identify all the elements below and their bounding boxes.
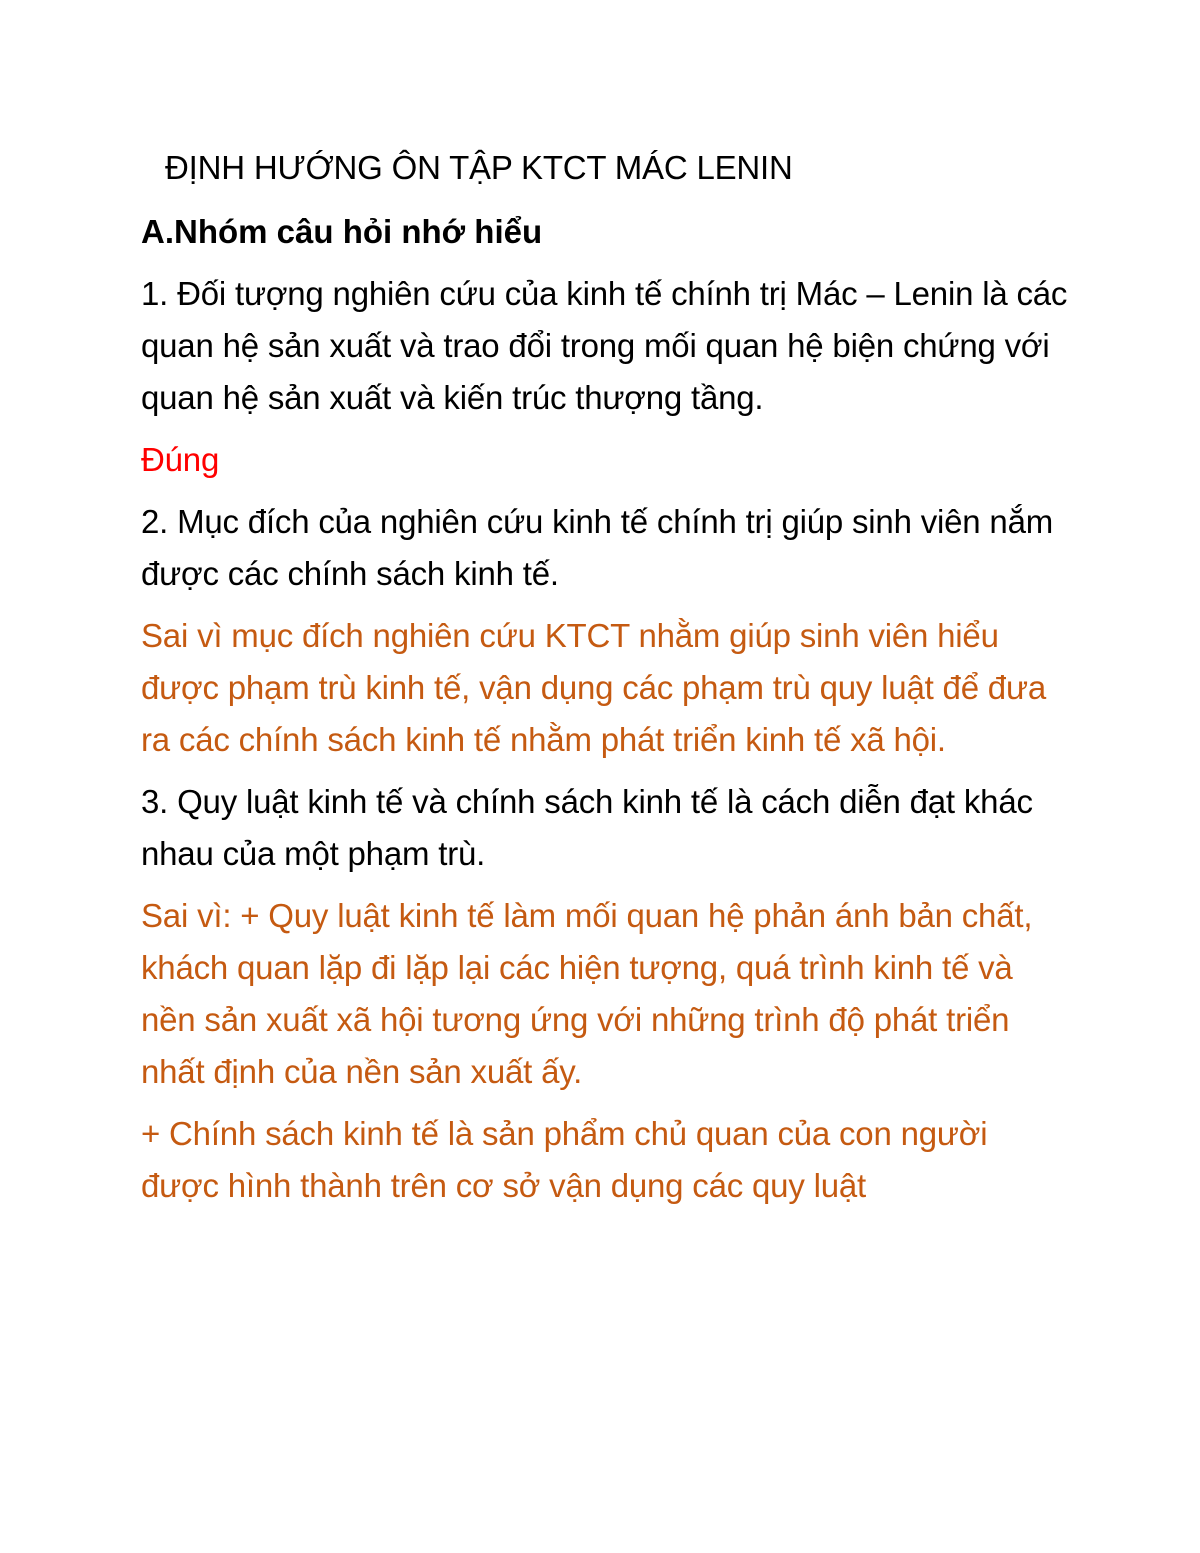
answer-3: Sai vì: + Quy luật kinh tế làm mối quan hệ phản ánh bản chất, khách quan lặp đi lặp lại các hiện tượng, quá trình kinh tế và nền sản xuất xã hội tương ứng với những trình độ phát triển nhất định của nền sản xuất ấy.	[141, 897, 1033, 1090]
question-3: 3. Quy luật kinh tế và chính sách kinh tế là cách diễn đạt khác nhau của một phạm trù.	[141, 783, 1033, 872]
question-2: 2. Mục đích của nghiên cứu kinh tế chính trị giúp sinh viên nắm được các chính sách kinh tế.	[141, 503, 1054, 592]
document-content	[141, 142, 1071, 1222]
answer-2: Sai vì mục đích nghiên cứu KTCT nhằm giúp sinh viên hiểu được phạm trù kinh tế, vận dụng các phạm trù quy luật để đưa ra các chính sách kinh tế nhằm phát triển kinh tế xã hội.	[141, 617, 1047, 758]
answer-1: Đúng	[141, 441, 220, 478]
document-title: ĐỊNH HƯỚNG ÔN TẬP KTCT MÁC LENIN	[165, 149, 793, 186]
question-1: 1. Đối tượng nghiên cứu của kinh tế chính trị Mác – Lenin là các quan hệ sản xuất và trao đổi trong mối quan hệ biện chứng với quan hệ sản xuất và kiến trúc thượng tầng.	[141, 275, 1068, 416]
answer-3-continued: + Chính sách kinh tế là sản phẩm chủ quan của con người được hình thành trên cơ sở vận dụng các quy luật	[141, 1115, 988, 1204]
section-heading: A.Nhóm câu hỏi nhớ hiểu	[141, 213, 543, 250]
